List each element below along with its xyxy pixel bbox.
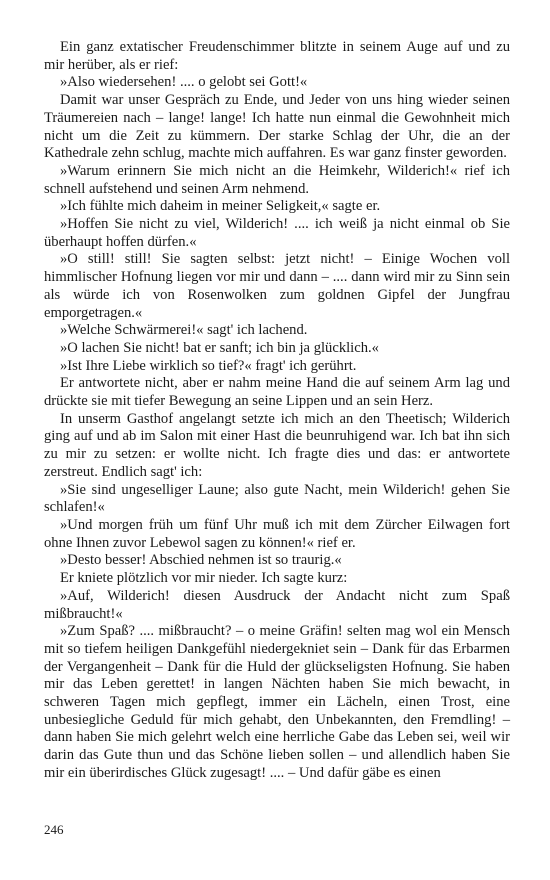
- page-body: [44, 39, 510, 783]
- paragraph: »Warum erinnern Sie mich nicht an die Heimkehr, Wilderich!« rief ich schnell aufstehend und seinen Arm nehmend.: [44, 162, 510, 197]
- paragraph: »Hoffen Sie nicht zu viel, Wilderich! .... ich weiß ja nicht einmal ob Sie überhaupt hoffen dürfen.«: [44, 216, 510, 250]
- paragraph: »Auf, Wilderich! diesen Ausdruck der Andacht nicht zum Spaß mißbraucht!«: [44, 587, 510, 622]
- paragraph: Er antwortete nicht, aber er nahm meine Hand die auf seinem Arm lag und drückte sie mit tiefer Bewegung an seine Lippen und an sein Herz.: [44, 375, 510, 410]
- paragraph: In unserm Gasthof angelangt setzte ich mich an den Theetisch; Wilderich ging auf und ab im Salon mit einer Hast die beunruhigend war. Ich bat ihn sich zu mir zu setzen: er wollte nicht. Ich fragte dies und das: er antwortete zerstreut. Endlich sagt' ich:: [44, 410, 510, 480]
- page-number: 246: [44, 822, 64, 837]
- paragraph: »Desto besser! Abschied nehmen ist so traurig.«: [60, 552, 342, 569]
- paragraph: »O still! still! Sie sagten selbst: jetzt nicht! – Einige Wochen voll himmlischer Hofnung liegen vor mir und dann – .... dann wird mir zu Sinn sein als würde ich von Rosenwolken zum goldnen Gipfel der Jungfrau emporgetragen.«: [44, 251, 510, 321]
- paragraph: »Ich fühlte mich daheim in meiner Seligkeit,« sagte er.: [60, 198, 381, 215]
- paragraph: Ein ganz extatischer Freudenschimmer blitzte in seinem Auge auf und zu mir herüber, als er rief:: [44, 39, 510, 73]
- paragraph: »Sie sind ungeselliger Laune; also gute Nacht, mein Wilderich! gehen Sie schlafen!«: [44, 481, 510, 516]
- paragraph: »O lachen Sie nicht! bat er sanft; ich bin ja glücklich.«: [60, 339, 379, 356]
- paragraph: »Ist Ihre Liebe wirklich so tief?« fragt' ich gerührt.: [60, 357, 357, 374]
- paragraph: »Also wiedersehen! .... o gelobt sei Gott!«: [60, 74, 308, 91]
- paragraph: »Welche Schwärmerei!« sagt' ich lachend.: [60, 322, 308, 339]
- paragraph: Er kniete plötzlich vor mir nieder. Ich sagte kurz:: [60, 570, 348, 587]
- paragraph: »Zum Spaß? .... mißbraucht? – o meine Gräfin! selten mag wol ein Mensch mit so tiefem heiligen Dankgefühl niedergekniet sein – Dank für das Erbarmen der Vergangenheit – Dank für die Huld der glückseligsten Hofnung. Sie haben mir das Leben gerettet! in langen Nächten haben Sie mich bewacht, in schweren Tagen mich gepflegt, immer ein Lächeln, einen Trost, eine unbesiegliche Geduld für mich gehabt, den Unbekannten, den Fremdling! – dann haben Sie mich gelehrt welch eine herrliche Gabe das Leben sei, weil wir darin das Gute thun und das Schöne lieben sollen – und allendlich haben Sie mir ein überirdisches Glück zugesagt! .... – Und dafür gäbe es einen: [44, 623, 510, 781]
- paragraph: »Und morgen früh um fünf Uhr muß ich mit dem Zürcher Eilwagen fort ohne Ihnen zuvor Lebewol sagen zu können!« rief er.: [44, 516, 510, 551]
- paragraph: Damit war unser Gespräch zu Ende, und Jeder von uns hing wieder seinen Träumereien nach – lange! lange! Ich hatte nun einmal die Gewohnheit mich nicht um die Zeit zu kümmern. Der starke Schlag der Uhr, die an der Kathedrale zehn schlug, machte mich auffahren. Es war ganz finster geworden.: [44, 92, 510, 162]
